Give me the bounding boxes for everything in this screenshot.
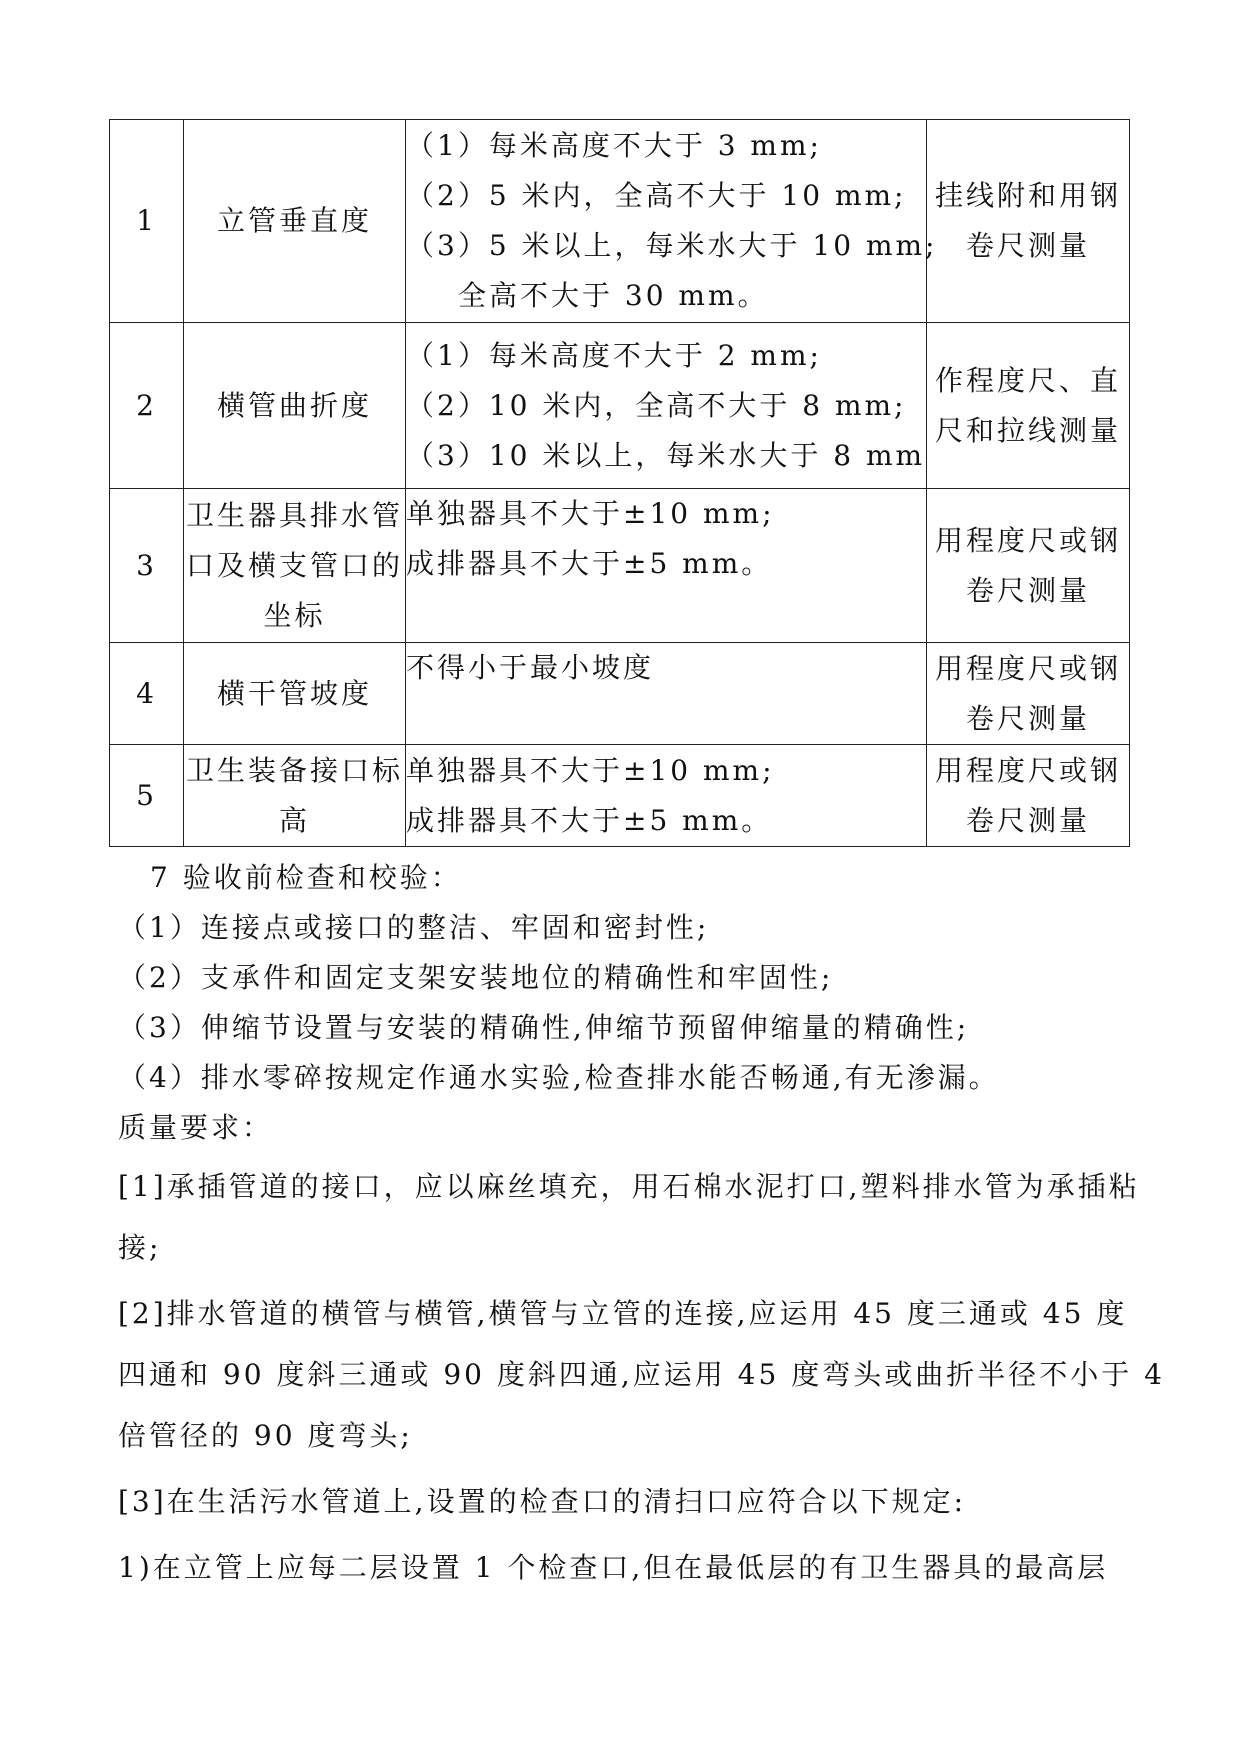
table-row — [110, 323, 1130, 489]
row-item: 卫生装备接口标 高 — [184, 745, 406, 847]
quality-line: 四通和 90 度斜三通或 90 度斜四通,应运用 45 度弯头或曲折半径不小于 4 — [118, 1358, 1165, 1391]
row-standard: 不得小于最小坡度 — [406, 643, 927, 745]
row-method: 挂线附和用钢 卷尺测量 — [927, 120, 1130, 323]
row-number: 4 — [110, 643, 184, 745]
quality-line: [2]排水管道的横管与横管,横管与立管的连接,应运用 45 度三通或 45 度 — [118, 1297, 1128, 1330]
table-row — [110, 489, 1130, 643]
table-row — [110, 120, 1130, 323]
row-number: 2 — [110, 323, 184, 489]
quality-line: 1)在立管上应每二层设置 1 个检查口,但在最低层的有卫生器具的最高层 — [118, 1551, 1109, 1584]
row-method: 用程度尺或钢 卷尺测量 — [927, 745, 1130, 847]
section7-item-2: （2）支承件和固定支架安装地位的精确性和牢固性; — [118, 961, 834, 994]
quality-title: 质量要求： — [118, 1111, 274, 1144]
section7-item-3: （3）伸缩节设置与安装的精确性,伸缩节预留伸缩量的精确性; — [118, 1011, 970, 1044]
quality-line: [1]承插管道的接口，应以麻丝填充，用石棉水泥打口,塑料排水管为承插粘 — [118, 1170, 1140, 1203]
row-standard: （1）每米高度不大于 3 mm; （2）5 米内，全高不大于 10 mm; （3）5 米以上，每米水大于 10 mm; 全高不大于 30 mm。 — [406, 120, 927, 323]
row-method: 用程度尺或钢 卷尺测量 — [927, 643, 1130, 745]
section7-item-4: （4）排水零碎按规定作通水实验,检查排水能否畅通,有无渗漏。 — [118, 1061, 1000, 1094]
row-number: 3 — [110, 489, 184, 643]
row-item: 横管曲折度 — [184, 323, 406, 489]
row-method: 用程度尺或钢 卷尺测量 — [927, 489, 1130, 643]
section7-item-1: （1）连接点或接口的整洁、牢固和密封性; — [118, 911, 710, 944]
quality-line: [3]在生活污水管道上,设置的检查口的清扫口应符合以下规定: — [118, 1485, 966, 1518]
row-item: 横干管坡度 — [184, 643, 406, 745]
table-row — [110, 745, 1130, 847]
table-row — [110, 643, 1130, 745]
row-standard: 单独器具不大于±10 mm; 成排器具不大于±5 mm。 — [406, 489, 927, 643]
row-standard: （1）每米高度不大于 2 mm; （2）10 米内，全高不大于 8 mm; （3）10 米以上，每米水大于 8 mm — [406, 323, 927, 489]
inspection-table — [109, 119, 1130, 847]
row-item: 立管垂直度 — [184, 120, 406, 323]
quality-line: 接; — [118, 1231, 162, 1264]
quality-line: 倍管径的 90 度弯头; — [118, 1419, 413, 1452]
row-method: 作程度尺、直 尺和拉线测量 — [927, 323, 1130, 489]
row-number: 5 — [110, 745, 184, 847]
row-standard: 单独器具不大于±10 mm; 成排器具不大于±5 mm。 — [406, 745, 927, 847]
row-item: 卫生器具排水管 口及横支管口的 坐标 — [184, 489, 406, 643]
row-number: 1 — [110, 120, 184, 323]
section7-title: 7 验收前检查和校验： — [150, 861, 462, 894]
